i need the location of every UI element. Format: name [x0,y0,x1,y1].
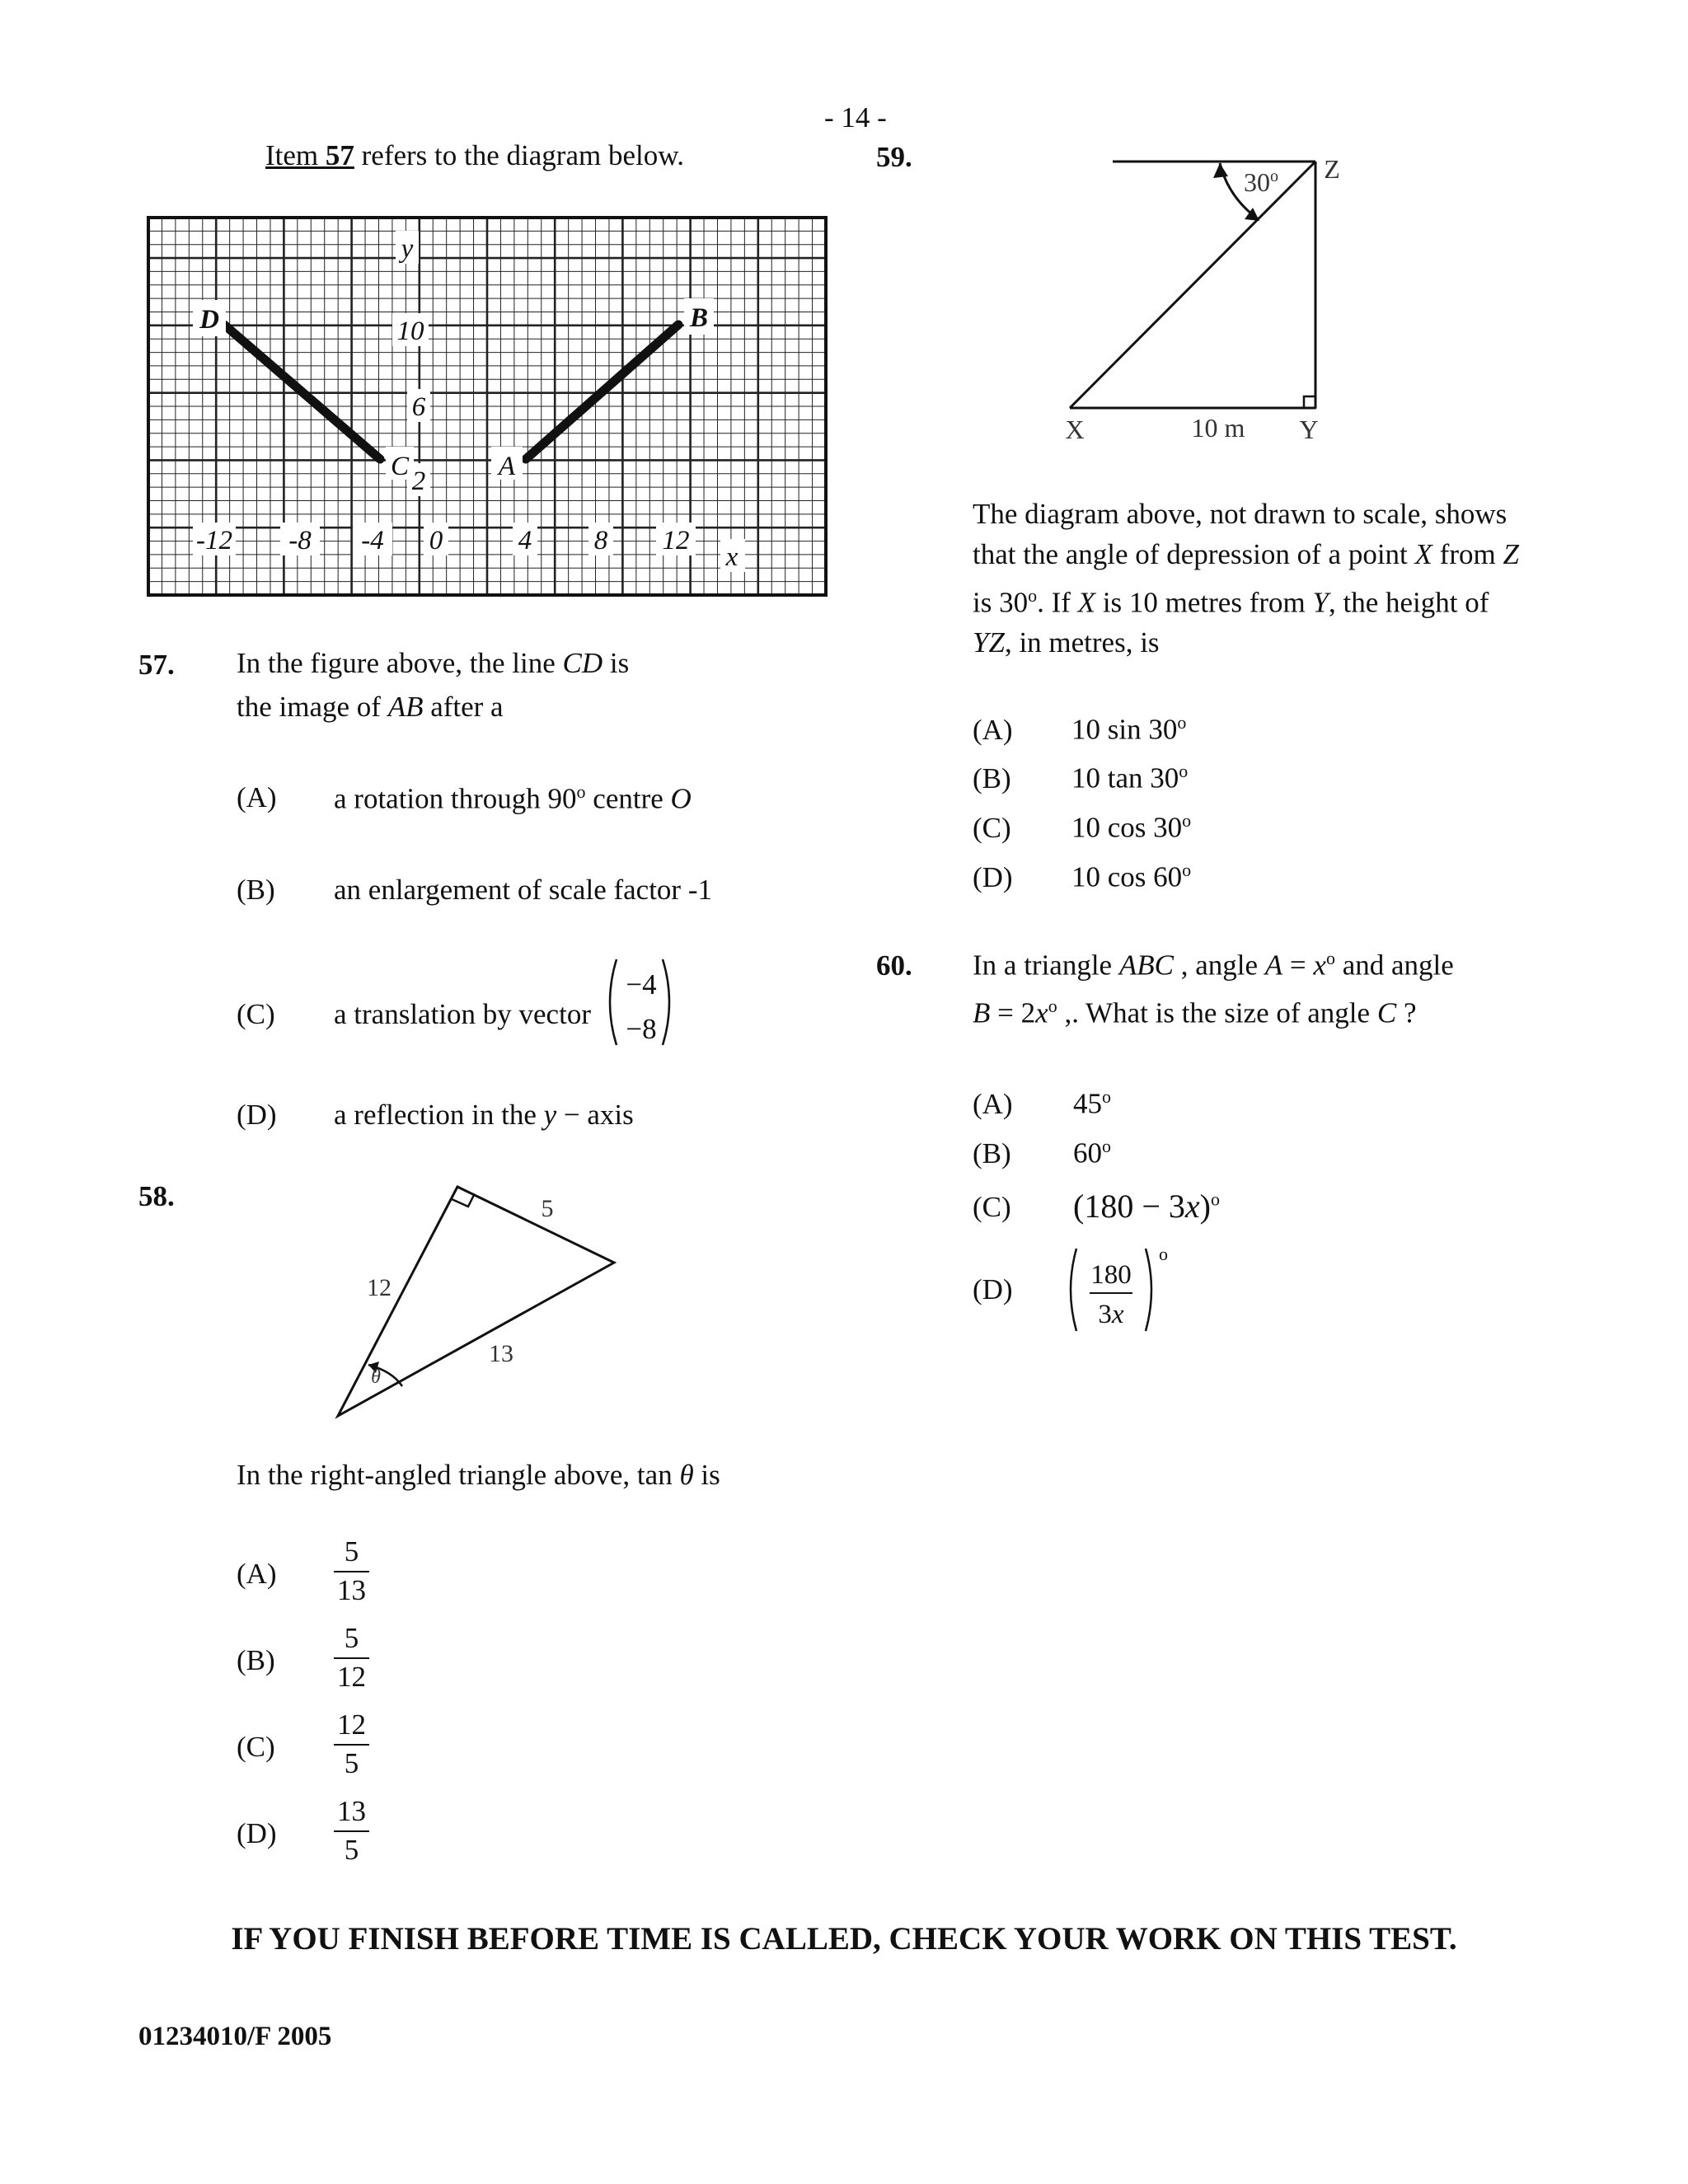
q57-stem-var: CD [562,647,603,679]
fraction-denominator: 5 [344,1746,359,1779]
fraction-numerator: 180 [1090,1260,1132,1290]
option-var: O [670,782,692,815]
q60-stem-var: x [1313,949,1326,982]
fraction-denominator: 13 [337,1573,366,1606]
graph-y-axis-label: y [401,234,414,264]
right-angle-marker [1304,396,1315,408]
q57-number: 57. [138,649,175,681]
graph-x-tick-neg12: -12 [196,526,232,555]
q60-stem-text: ? [1396,996,1417,1029]
q58-option-c-label: (C) [237,1731,275,1763]
graph-y-tick-10: 10 [396,316,424,346]
q57-option-b-label: (B) [237,874,275,906]
footer-code: 01234010/F 2005 [138,2022,332,2051]
q57-stem-line2 [237,692,504,721]
graph-x-tick-8: 8 [593,526,608,555]
q57-option-b-text: an enlargement of scale factor -1 [334,874,712,906]
q58-number: 58. [138,1180,175,1212]
q58-option-a-value [334,1537,369,1606]
option-text: 60 [1073,1137,1102,1169]
q58-option-d-value [334,1797,369,1866]
denominator-var: x [1111,1300,1124,1329]
option-text: centre [585,782,671,815]
q58-option-c-value [334,1710,369,1779]
option-text: 10 cos 60 [1071,860,1183,893]
q60-stem-var: B [973,996,991,1029]
q60-option-a-value [1073,1088,1111,1118]
degree-symbol: o [1159,1244,1168,1264]
q60-stem-var: C [1376,996,1397,1029]
fraction-denominator [1098,1300,1124,1329]
q60-stem-var: x [1035,996,1048,1029]
q60-stem-var: A [1264,949,1283,982]
q60-option-c-label: (C) [973,1191,1011,1223]
fraction-numerator: 5 [334,1624,369,1659]
q59-stem-text: from [1439,538,1496,570]
option-value: 90 [547,782,577,815]
graph-y-tick-6: 6 [411,392,426,422]
q59-stem-line1: The diagram above, not drawn to scale, shows [973,498,1507,530]
q60-stem-text: In a triangle [973,949,1119,982]
q58-stem-text: In the right-angled triangle above, tan [237,1459,680,1491]
side-5-label: 5 [541,1195,554,1222]
option-text: ) [1199,1188,1211,1225]
q57-intro-suffix: refers to the diagram below. [354,139,684,171]
q59-stem-text: is 10 metres from [1102,586,1306,619]
fraction-numerator: 12 [334,1710,369,1746]
q59-stem-var: X [1414,538,1432,570]
q60-option-b-label: (B) [973,1137,1011,1169]
fraction-numerator: 5 [334,1537,369,1572]
q59-stem-var: Y [1312,586,1329,619]
q57-intro-item-prefix: Item [265,139,326,171]
q59-diagram [1065,148,1368,445]
q58-stem-var: θ [679,1459,694,1491]
q57-option-a-label: (A) [237,781,277,813]
q57-option-d-text [334,1100,634,1129]
q59-stem-var: Z [1503,538,1519,570]
q59-option-d-value [1071,861,1191,892]
vector-bottom: −8 [626,1013,657,1045]
q58-option-b-value [334,1624,369,1693]
side-12-label: 12 [367,1274,392,1301]
q59-option-c-label: (C) [973,812,1011,844]
option-text: 10 tan 30 [1071,762,1179,794]
degree-symbol: o [1177,712,1187,733]
side-13-label: 13 [489,1340,513,1367]
q57-stem-text: is [603,647,630,679]
q57-option-c-text: a translation by vector [334,998,591,1030]
graph-point-b: B [689,303,709,333]
q59-stem-text: is [973,586,992,619]
q60-option-d-value [1063,1240,1179,1339]
q58-triangle-diagram [321,1170,635,1434]
graph-x-tick-neg8: -8 [288,526,312,555]
q60-stem-text: ,. What is the size of angle [1057,996,1377,1029]
q59-option-c-value [1071,812,1191,842]
option-text: a reflection in the [334,1099,544,1131]
q59-stem-var: YZ [973,626,1005,658]
degree-symbol: o [1325,948,1335,968]
degree-symbol: o [1179,761,1189,781]
vertex-z-label: Z [1324,154,1340,184]
q59-option-a-label: (A) [973,714,1013,746]
q57-intro [265,141,684,170]
q60-stem-text: and angle [1334,949,1454,982]
option-text: (180 − 3 [1073,1188,1185,1225]
option-var: x [1184,1188,1200,1225]
q57-stem-text: after a [423,691,504,723]
q58-stem [237,1460,720,1489]
degree-symbol: o [1028,585,1038,606]
option-text: 10 sin 30 [1071,713,1178,746]
q58-option-a-label: (A) [237,1558,277,1590]
q59-stem-line2 [973,540,1519,569]
q57-option-d-label: (D) [237,1099,277,1131]
degree-symbol: o [1182,860,1192,880]
q57-stem-text: the image of [237,691,388,723]
q59-stem-line3 [973,587,1489,617]
degree-symbol: o [1270,167,1278,185]
degree-symbol: o [1102,1136,1111,1156]
q60-stem-text: = 2 [990,996,1036,1029]
q60-option-c-value [1073,1187,1220,1226]
q57-option-a-text [334,783,692,813]
q59-stem-value: 30 [999,586,1029,619]
q59-option-b-value [1071,762,1188,793]
option-text: − axis [556,1099,634,1131]
q57-stem-text: In the figure above, the line [237,647,563,679]
graph-x-tick-12: 12 [662,526,690,555]
q57-stem-var: AB [387,691,424,723]
graph-point-c: C [390,452,410,481]
q60-stem-text: = [1282,949,1314,982]
option-var: y [543,1099,557,1131]
q57-vector-brackets [602,956,678,1048]
graph-x-tick-4: 4 [518,526,532,555]
q60-number: 60. [876,949,912,982]
option-text: 10 cos 30 [1071,811,1183,844]
q58-stem-text: is [693,1459,720,1491]
q57-stem-line1 [237,649,629,677]
q59-number: 59. [876,141,912,173]
q57-option-c-label: (C) [237,998,275,1030]
base-length-label: 10 m [1191,413,1245,443]
right-angle-marker [452,1195,474,1207]
fraction-denominator: 5 [344,1833,359,1866]
vector-top: −4 [626,968,657,1001]
q60-stem-line1 [973,949,1454,980]
q60-stem-text: , angle [1173,949,1265,982]
degree-symbol: o [1102,1086,1111,1107]
graph-point-d: D [199,305,219,335]
q59-option-b-label: (B) [973,762,1011,794]
q57-intro-item-number: 57 [325,139,354,171]
q57-graph [147,216,828,597]
graph-point-a: A [498,452,516,481]
degree-symbol: o [1210,1188,1220,1210]
q59-stem-text: , in metres, is [1004,626,1160,658]
denominator-number: 3 [1098,1300,1112,1329]
option-text: 45 [1073,1087,1102,1120]
angle-value: 30 [1244,167,1270,197]
graph-y-tick-2: 2 [411,466,426,496]
degree-symbol: o [1182,810,1192,831]
q58-option-d-label: (D) [237,1817,277,1849]
vertex-x-label: X [1065,415,1085,444]
footer-message: IF YOU FINISH BEFORE TIME IS CALLED, CHECK YOUR WORK ON THIS TEST. [231,1921,1457,1957]
q59-stem-text: , the height of [1328,586,1489,619]
q59-stem-text: . If [1037,586,1071,619]
fraction-numerator: 13 [334,1797,369,1832]
fraction-denominator: 12 [337,1660,366,1693]
q59-option-a-value [1071,714,1186,744]
q60-stem-var: ABC [1118,949,1174,982]
vertex-y-label: Y [1299,415,1319,444]
q58-option-b-label: (B) [237,1644,275,1676]
side-xz [1070,162,1315,408]
page-number: - 14 - [824,101,887,134]
q59-stem-text: that the angle of depression of a point [973,538,1408,570]
q60-stem-line2 [973,997,1416,1028]
angle-theta-label: θ [371,1366,381,1388]
graph-x-tick-0: 0 [429,526,443,555]
degree-symbol: o [1048,996,1057,1016]
q59-stem-var: X [1077,586,1096,619]
q60-option-d-label: (D) [973,1273,1013,1305]
angle-label [1244,167,1278,197]
q59-option-d-label: (D) [973,861,1013,893]
q60-option-b-value [1073,1137,1111,1168]
option-text: a rotation through [334,782,548,815]
q60-option-a-label: (A) [973,1088,1013,1120]
q59-stem-line4 [973,628,1160,657]
degree-symbol: o [576,781,586,802]
graph-x-tick-neg4: -4 [361,526,384,555]
graph-x-axis-label: x [725,542,738,572]
